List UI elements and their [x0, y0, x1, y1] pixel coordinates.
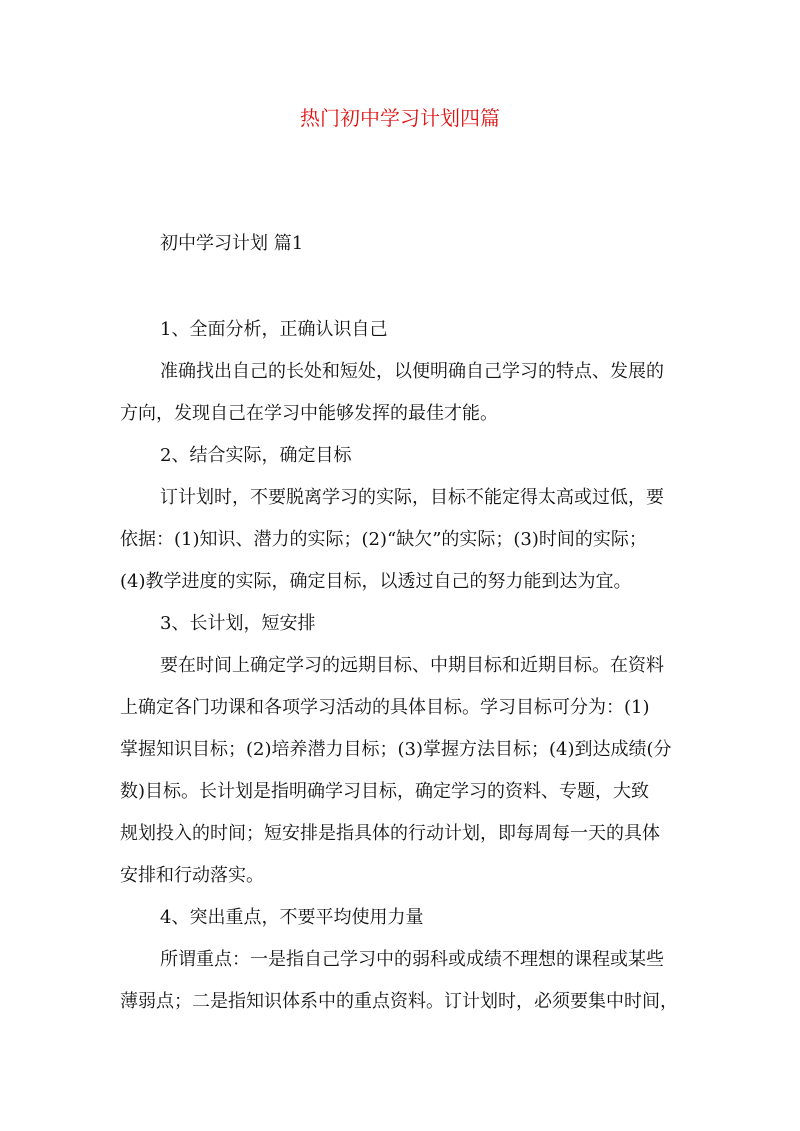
paragraph-line: (4)教学进度的实际，确定目标，以透过自己的努力能到达为宜。: [120, 571, 632, 592]
paragraph-line: 订计划时，不要脱离学习的实际，目标不能定得太高或过低，要: [160, 487, 664, 508]
paragraph-line: 要在时间上确定学习的远期目标、中期目标和近期目标。在资料: [160, 655, 664, 676]
heading-3: 3、长计划，短安排: [160, 613, 316, 634]
heading-4: 4、突出重点，不要平均使用力量: [160, 907, 424, 928]
section-subtitle: 初中学习计划 篇1: [160, 233, 304, 254]
paragraph-line: 安排和行动落实。: [120, 865, 264, 886]
heading-2: 2、结合实际，确定目标: [160, 445, 352, 466]
document-title: 热门初中学习计划四篇: [300, 106, 500, 130]
paragraph-line: 薄弱点；二是指知识体系中的重点资料。订计划时，必须要集中时间，: [120, 991, 678, 1012]
paragraph-line: 规划投入的时间；短安排是指具体的行动计划，即每周每一天的具体: [120, 823, 660, 844]
paragraph-line: 依据：(1)知识、潜力的实际；(2)“缺欠”的实际；(3)时间的实际；: [120, 529, 647, 550]
paragraph-line: 所谓重点：一是指自己学习中的弱科或成绩不理想的课程或某些: [160, 949, 664, 970]
paragraph-line: 方向，发现自己在学习中能够发挥的最佳才能。: [120, 403, 498, 424]
heading-1: 1、全面分析，正确认识自己: [160, 319, 388, 340]
paragraph-line: 数)目标。长计划是指明确学习目标，确定学习的资料、专题，大致: [120, 781, 650, 802]
paragraph-line: 掌握知识目标；(2)培养潜力目标；(3)掌握方法目标；(4)到达成绩(分: [120, 739, 672, 760]
paragraph-line: 准确找出自己的长处和短处，以便明确自己学习的特点、发展的: [160, 361, 664, 382]
paragraph-line: 上确定各门功课和各项学习活动的具体目标。学习目标可分为：(1): [120, 697, 650, 718]
